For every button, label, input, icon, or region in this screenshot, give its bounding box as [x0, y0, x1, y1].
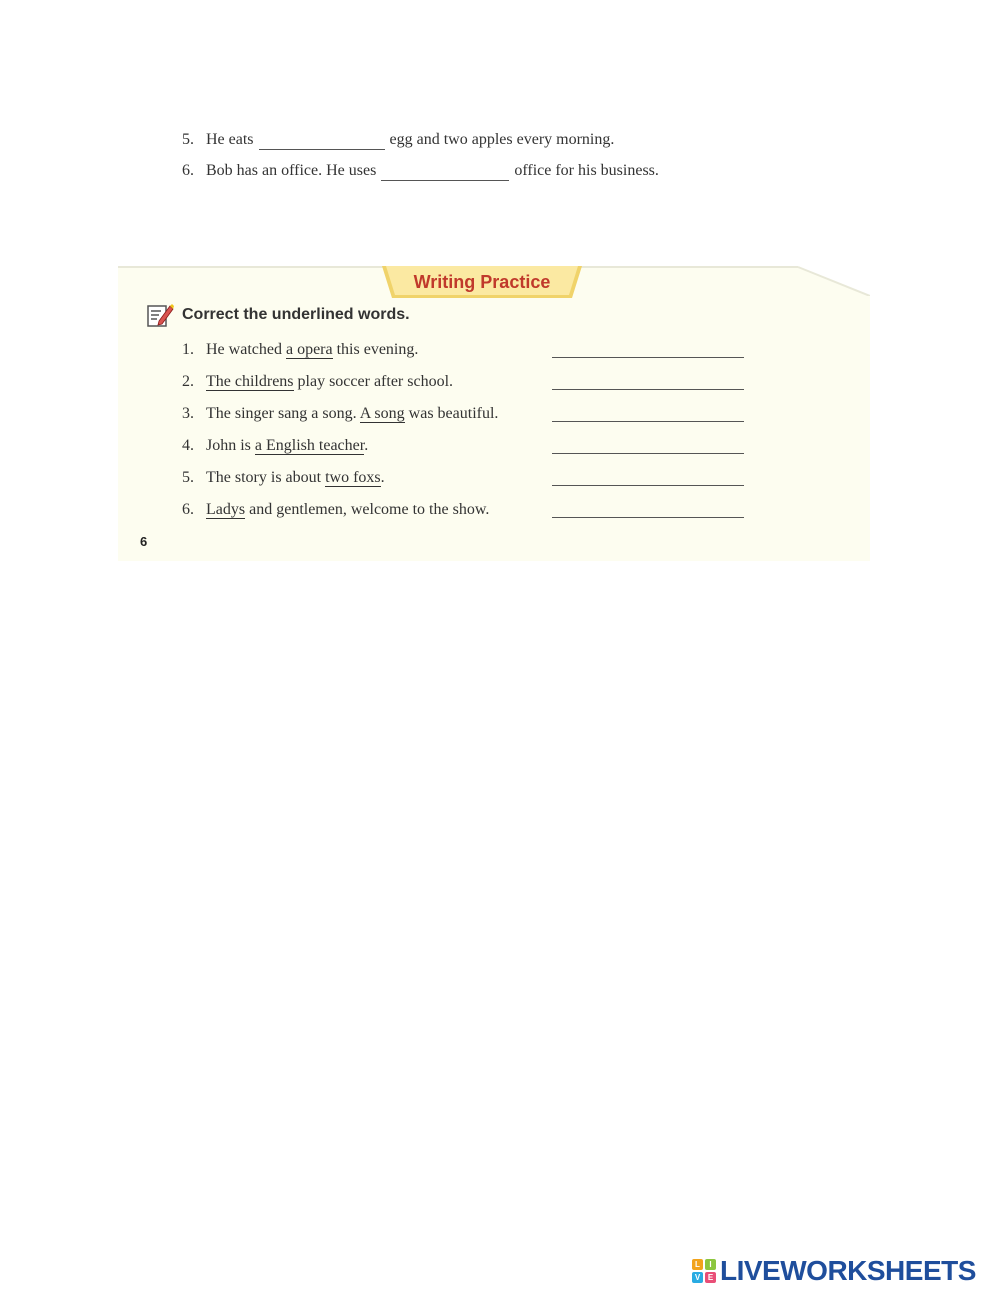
item-number: 2. [182, 373, 194, 390]
item-text-after: egg and two apples every morning. [389, 131, 615, 148]
item-text-post: . [380, 469, 385, 486]
pencil-icon [146, 302, 174, 328]
brand-logo-icon [692, 1259, 716, 1283]
item-text-pre: John is [206, 437, 255, 454]
instruction-text: Correct the underlined words. [182, 306, 410, 323]
item-text-pre: The story is about [206, 469, 326, 486]
practice-item-6 [182, 500, 489, 520]
underlined-words: The childrens [206, 373, 294, 390]
liveworksheets-brand[interactable] [692, 1256, 976, 1286]
item-text-after: office for his business. [514, 162, 659, 179]
item-text-post: . [364, 437, 369, 454]
item-text-post: play soccer after school. [293, 373, 454, 390]
underlined-words: A song [359, 405, 405, 422]
answer-line-6[interactable] [552, 517, 744, 518]
instruction-row [146, 302, 410, 328]
underlined-words: a opera [285, 341, 333, 358]
practice-item-2 [182, 372, 453, 392]
section-title: Writing Practice [413, 272, 551, 292]
exercise-item-6 [182, 161, 659, 181]
answer-line-3[interactable] [552, 421, 744, 422]
underlined-words: a English teacher [254, 437, 365, 454]
underlined-words: two foxs [325, 469, 381, 486]
logo-tile: E [705, 1272, 716, 1283]
item-text-pre: He watched [206, 341, 286, 358]
item-number: 6. [182, 501, 194, 518]
brand-name: LIVEWORKSHEETS [720, 1255, 976, 1286]
answer-line-2[interactable] [552, 389, 744, 390]
item-text-post: and gentlemen, welcome to the show. [245, 501, 490, 518]
item-text-before: He eats [206, 131, 254, 148]
practice-item-5 [182, 468, 385, 488]
item-number: 6. [182, 162, 194, 179]
practice-item-4 [182, 436, 368, 456]
item-number: 1. [182, 341, 194, 358]
practice-item-1 [182, 340, 418, 360]
underlined-words: Ladys [206, 501, 246, 518]
answer-line-5[interactable] [552, 485, 744, 486]
writing-practice-panel [118, 266, 870, 561]
answer-blank[interactable] [259, 133, 385, 150]
item-number: 3. [182, 405, 194, 422]
practice-item-3 [182, 404, 498, 424]
item-number: 4. [182, 437, 194, 454]
exercise-item-5 [182, 130, 614, 150]
item-text-pre: The singer sang a song. [206, 405, 360, 422]
item-text-post: this evening. [332, 341, 419, 358]
item-number: 5. [182, 131, 194, 148]
logo-tile: L [692, 1259, 703, 1270]
answer-line-1[interactable] [552, 357, 744, 358]
logo-tile: V [692, 1272, 703, 1283]
item-text-before: Bob has an office. He uses [206, 162, 377, 179]
answer-line-4[interactable] [552, 453, 744, 454]
item-number: 5. [182, 469, 194, 486]
item-text-post: was beautiful. [404, 405, 499, 422]
page-number: 6 [140, 534, 148, 549]
answer-blank[interactable] [381, 164, 509, 181]
logo-tile: I [705, 1259, 716, 1270]
